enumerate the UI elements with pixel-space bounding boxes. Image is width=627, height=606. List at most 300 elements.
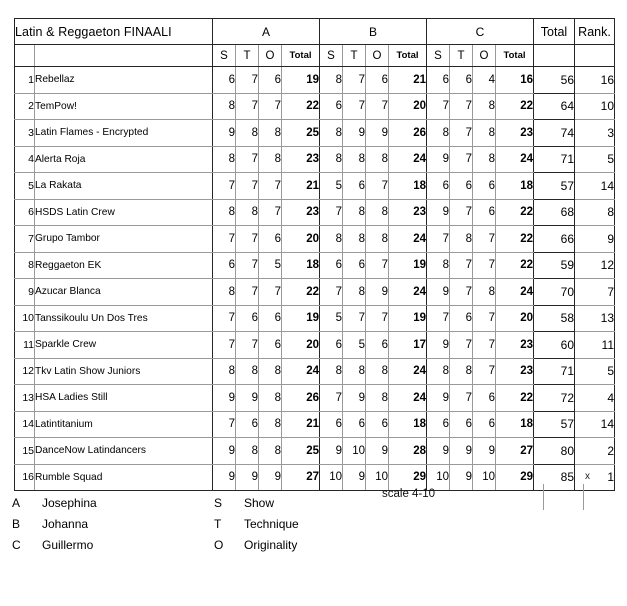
rank-value: 2 bbox=[575, 438, 615, 465]
grand-total: 70 bbox=[534, 279, 575, 306]
judge-a-score: 6 bbox=[213, 67, 236, 94]
judge-a-score: 9 bbox=[259, 464, 282, 491]
judge-c-score: 6 bbox=[427, 411, 450, 438]
judge-b-total: 28 bbox=[389, 438, 427, 465]
judge-c-score: 9 bbox=[450, 438, 473, 465]
team-name: Reggaeton EK bbox=[35, 252, 213, 279]
sub-header-a-t: T bbox=[236, 45, 259, 67]
judge-c-score: 7 bbox=[450, 146, 473, 173]
team-name: Rebellaz bbox=[35, 67, 213, 94]
name-header-blank bbox=[35, 45, 213, 67]
judge-a-score: 8 bbox=[213, 279, 236, 306]
judge-b-score: 8 bbox=[343, 199, 366, 226]
team-name: Rumble Squad bbox=[35, 464, 213, 491]
table-row bbox=[15, 146, 615, 173]
judge-a-score: 6 bbox=[259, 305, 282, 332]
judge-a-score: 6 bbox=[236, 411, 259, 438]
team-name: Azucar Blanca bbox=[35, 279, 213, 306]
judge-b-score: 9 bbox=[366, 438, 389, 465]
judge-a-score: 7 bbox=[236, 252, 259, 279]
grand-total-header: Total bbox=[534, 19, 575, 45]
judge-a-score: 8 bbox=[259, 358, 282, 385]
judge-b-score: 6 bbox=[343, 173, 366, 200]
rank-value: 3 bbox=[575, 120, 615, 147]
judge-c-score: 7 bbox=[450, 332, 473, 359]
judge-a-score: 7 bbox=[236, 146, 259, 173]
sub-header-c-s: S bbox=[427, 45, 450, 67]
grand-total: 72 bbox=[534, 385, 575, 412]
table-row bbox=[15, 199, 615, 226]
rank-header: Rank. bbox=[575, 19, 615, 45]
judge-a-score: 9 bbox=[236, 464, 259, 491]
judge-b-total: 26 bbox=[389, 120, 427, 147]
judge-b-total: 24 bbox=[389, 279, 427, 306]
judge-b-score: 7 bbox=[343, 93, 366, 120]
judge-a-score: 8 bbox=[259, 385, 282, 412]
grand-total: 57 bbox=[534, 411, 575, 438]
row-index: 6 bbox=[15, 199, 35, 226]
judge-c-score: 7 bbox=[427, 93, 450, 120]
sub-header-c-total: Total bbox=[496, 45, 534, 67]
scale-note: scale 4-10 bbox=[382, 488, 436, 500]
row-index: 13 bbox=[15, 385, 35, 412]
judge-a-total: 20 bbox=[282, 332, 320, 359]
judge-c-score: 8 bbox=[473, 120, 496, 147]
judge-b-total: 24 bbox=[389, 358, 427, 385]
judge-a-score: 8 bbox=[213, 146, 236, 173]
legend-criterion-name: Technique bbox=[244, 517, 299, 531]
table-row bbox=[15, 332, 615, 359]
row-index: 15 bbox=[15, 438, 35, 465]
legend-row bbox=[12, 496, 384, 517]
judge-c-score: 8 bbox=[450, 226, 473, 253]
judge-a-score: 7 bbox=[236, 173, 259, 200]
judge-a-score: 7 bbox=[213, 226, 236, 253]
judge-b-total: 24 bbox=[389, 146, 427, 173]
judge-b-score: 6 bbox=[343, 252, 366, 279]
judge-c-total: 24 bbox=[496, 279, 534, 306]
judge-c-total: 20 bbox=[496, 305, 534, 332]
judge-b-score: 7 bbox=[366, 252, 389, 279]
rank-value: 8 bbox=[575, 199, 615, 226]
rank-value: 7 bbox=[575, 279, 615, 306]
team-name: Tkv Latin Show Juniors bbox=[35, 358, 213, 385]
judge-a-total: 25 bbox=[282, 438, 320, 465]
judge-c-total: 22 bbox=[496, 199, 534, 226]
table-row bbox=[15, 385, 615, 412]
judge-a-score: 7 bbox=[236, 67, 259, 94]
stray-rule-1 bbox=[543, 484, 544, 510]
table-row bbox=[15, 93, 615, 120]
judge-b-score: 6 bbox=[320, 93, 343, 120]
judge-c-score: 7 bbox=[450, 279, 473, 306]
judge-b-score: 8 bbox=[320, 226, 343, 253]
judge-c-score: 7 bbox=[450, 120, 473, 147]
judge-b-score: 9 bbox=[320, 438, 343, 465]
rank-value: 5 bbox=[575, 146, 615, 173]
table-row bbox=[15, 464, 615, 491]
judge-c-total: 23 bbox=[496, 120, 534, 147]
sub-header-a-o: O bbox=[259, 45, 282, 67]
sub-header-b-s: S bbox=[320, 45, 343, 67]
judge-b-score: 8 bbox=[320, 67, 343, 94]
judge-a-score: 7 bbox=[236, 332, 259, 359]
team-name: Alerta Roja bbox=[35, 146, 213, 173]
extra-mark: x bbox=[585, 471, 590, 482]
rank-subblank bbox=[575, 45, 615, 67]
stray-rule-2 bbox=[583, 484, 584, 510]
judge-c-score: 7 bbox=[450, 385, 473, 412]
judge-b-total: 24 bbox=[389, 226, 427, 253]
judge-c-score: 7 bbox=[450, 252, 473, 279]
judge-c-score: 6 bbox=[450, 173, 473, 200]
judge-b-score: 8 bbox=[320, 146, 343, 173]
rank-value: 14 bbox=[575, 411, 615, 438]
judge-c-score: 7 bbox=[450, 93, 473, 120]
judge-c-score: 9 bbox=[473, 438, 496, 465]
judge-b-total: 23 bbox=[389, 199, 427, 226]
grand-total: 58 bbox=[534, 305, 575, 332]
judge-a-total: 24 bbox=[282, 358, 320, 385]
sub-header-a-s: S bbox=[213, 45, 236, 67]
judge-b-score: 6 bbox=[320, 332, 343, 359]
results-table bbox=[14, 18, 615, 491]
legend-spacer bbox=[182, 517, 214, 538]
judge-a-score: 8 bbox=[236, 199, 259, 226]
judge-c-score: 7 bbox=[473, 332, 496, 359]
judge-c-score: 8 bbox=[473, 146, 496, 173]
judge-a-score: 7 bbox=[259, 279, 282, 306]
rank-value: 16 bbox=[575, 67, 615, 94]
legend-criterion-key: O bbox=[214, 538, 224, 552]
judge-a-score: 8 bbox=[213, 199, 236, 226]
legend-criterion-key: S bbox=[214, 496, 223, 510]
legend-judge-name: Josephina bbox=[42, 496, 97, 510]
judge-c-score: 9 bbox=[427, 438, 450, 465]
judge-c-score: 7 bbox=[450, 199, 473, 226]
judge-c-total: 23 bbox=[496, 358, 534, 385]
judge-c-total: 27 bbox=[496, 438, 534, 465]
judge-c-score: 6 bbox=[450, 67, 473, 94]
judge-c-score: 9 bbox=[427, 279, 450, 306]
table-row bbox=[15, 279, 615, 306]
judge-b-total: 20 bbox=[389, 93, 427, 120]
judge-b-total: 17 bbox=[389, 332, 427, 359]
judge-b-score: 7 bbox=[366, 93, 389, 120]
judge-b-total: 21 bbox=[389, 67, 427, 94]
judge-c-score: 9 bbox=[450, 464, 473, 491]
judge-c-total: 22 bbox=[496, 226, 534, 253]
judge-a-total: 25 bbox=[282, 120, 320, 147]
judge-a-score: 8 bbox=[236, 358, 259, 385]
legend-criterion-name: Show bbox=[244, 496, 275, 510]
judge-b-score: 7 bbox=[366, 173, 389, 200]
team-name: Grupo Tambor bbox=[35, 226, 213, 253]
judge-a-score: 6 bbox=[236, 305, 259, 332]
grand-total: 66 bbox=[534, 226, 575, 253]
judge-a-score: 7 bbox=[236, 279, 259, 306]
team-name: La Rakata bbox=[35, 173, 213, 200]
judge-c-score: 6 bbox=[473, 199, 496, 226]
judge-b-score: 9 bbox=[343, 464, 366, 491]
sheet-title: Latin & Reggaeton FINAALI bbox=[15, 19, 213, 45]
judge-b-score: 5 bbox=[320, 305, 343, 332]
table-row bbox=[15, 358, 615, 385]
grand-total: 56 bbox=[534, 67, 575, 94]
judge-c-total: 22 bbox=[496, 93, 534, 120]
row-index: 4 bbox=[15, 146, 35, 173]
judge-c-total: 18 bbox=[496, 173, 534, 200]
judge-a-score: 9 bbox=[213, 464, 236, 491]
judge-c-score: 8 bbox=[427, 252, 450, 279]
judge-c-total: 16 bbox=[496, 67, 534, 94]
judge-a-score: 7 bbox=[213, 332, 236, 359]
judge-c-score: 10 bbox=[473, 464, 496, 491]
team-name: Latin Flames - Encrypted bbox=[35, 120, 213, 147]
judge-c-score: 9 bbox=[427, 385, 450, 412]
legend-spacer bbox=[182, 496, 214, 517]
sub-header-b-total: Total bbox=[389, 45, 427, 67]
judge-a-score: 7 bbox=[236, 93, 259, 120]
judge-b-total: 29 bbox=[389, 464, 427, 491]
judge-b-score: 9 bbox=[366, 279, 389, 306]
sub-header-a-total: Total bbox=[282, 45, 320, 67]
legend-row bbox=[12, 538, 384, 559]
judge-a-score: 7 bbox=[259, 173, 282, 200]
rank-value: 9 bbox=[575, 226, 615, 253]
legend-criterion-key: T bbox=[214, 517, 222, 531]
judge-c-total: 22 bbox=[496, 385, 534, 412]
grand-total: 64 bbox=[534, 93, 575, 120]
row-index: 5 bbox=[15, 173, 35, 200]
judge-b-score: 10 bbox=[320, 464, 343, 491]
judge-a-score: 7 bbox=[213, 173, 236, 200]
rank-value: 14 bbox=[575, 173, 615, 200]
judge-a-score: 8 bbox=[213, 93, 236, 120]
judge-b-total: 24 bbox=[389, 385, 427, 412]
judge-c-total: 29 bbox=[496, 464, 534, 491]
judge-b-score: 10 bbox=[366, 464, 389, 491]
table-header-groups bbox=[15, 19, 615, 45]
judge-c-score: 7 bbox=[473, 358, 496, 385]
judge-b-score: 8 bbox=[320, 358, 343, 385]
group-header-b: B bbox=[320, 19, 427, 45]
judge-b-score: 8 bbox=[366, 146, 389, 173]
judge-b-score: 7 bbox=[320, 279, 343, 306]
judge-c-score: 7 bbox=[473, 252, 496, 279]
judge-a-score: 5 bbox=[259, 252, 282, 279]
judge-c-score: 8 bbox=[427, 358, 450, 385]
judge-b-score: 8 bbox=[366, 199, 389, 226]
judge-c-total: 23 bbox=[496, 332, 534, 359]
judge-b-score: 8 bbox=[366, 385, 389, 412]
row-index: 14 bbox=[15, 411, 35, 438]
grand-total: 71 bbox=[534, 358, 575, 385]
rank-value: 13 bbox=[575, 305, 615, 332]
row-index: 10 bbox=[15, 305, 35, 332]
judge-c-score: 7 bbox=[473, 226, 496, 253]
table-header-criteria bbox=[15, 45, 615, 67]
legend-criterion-name: Originality bbox=[244, 538, 298, 552]
rank-value: 1 bbox=[575, 464, 615, 491]
grand-total: 57 bbox=[534, 173, 575, 200]
judge-b-score: 6 bbox=[366, 67, 389, 94]
judge-b-score: 6 bbox=[343, 411, 366, 438]
judge-b-score: 8 bbox=[320, 120, 343, 147]
judge-a-score: 8 bbox=[259, 146, 282, 173]
judge-c-total: 18 bbox=[496, 411, 534, 438]
team-name: Sparkle Crew bbox=[35, 332, 213, 359]
judge-b-score: 8 bbox=[343, 279, 366, 306]
judge-b-score: 7 bbox=[343, 305, 366, 332]
rank-value: 12 bbox=[575, 252, 615, 279]
judge-b-score: 9 bbox=[366, 120, 389, 147]
row-index: 12 bbox=[15, 358, 35, 385]
judge-c-total: 24 bbox=[496, 146, 534, 173]
legend-spacer bbox=[182, 538, 214, 559]
judge-c-score: 7 bbox=[473, 305, 496, 332]
table-row bbox=[15, 438, 615, 465]
judge-c-score: 6 bbox=[427, 67, 450, 94]
judge-b-total: 18 bbox=[389, 173, 427, 200]
judge-a-score: 9 bbox=[213, 438, 236, 465]
row-index: 7 bbox=[15, 226, 35, 253]
judge-a-score: 8 bbox=[236, 438, 259, 465]
table-row bbox=[15, 226, 615, 253]
judge-a-score: 7 bbox=[259, 93, 282, 120]
judge-c-score: 6 bbox=[473, 173, 496, 200]
team-name: HSDS Latin Crew bbox=[35, 199, 213, 226]
row-index: 16 bbox=[15, 464, 35, 491]
grand-total: 68 bbox=[534, 199, 575, 226]
judge-b-score: 5 bbox=[343, 332, 366, 359]
judge-c-score: 7 bbox=[427, 226, 450, 253]
grand-total: 60 bbox=[534, 332, 575, 359]
rank-value: 4 bbox=[575, 385, 615, 412]
judge-c-score: 8 bbox=[427, 120, 450, 147]
legend-judge-name: Guillermo bbox=[42, 538, 94, 552]
judge-a-total: 22 bbox=[282, 279, 320, 306]
sub-header-c-t: T bbox=[450, 45, 473, 67]
judge-c-score: 9 bbox=[427, 146, 450, 173]
judge-b-score: 7 bbox=[343, 67, 366, 94]
index-header-blank bbox=[15, 45, 35, 67]
judge-b-total: 19 bbox=[389, 305, 427, 332]
grand-total: 74 bbox=[534, 120, 575, 147]
row-index: 8 bbox=[15, 252, 35, 279]
table-row bbox=[15, 252, 615, 279]
table-row bbox=[15, 305, 615, 332]
team-name: Latintitanium bbox=[35, 411, 213, 438]
judge-b-score: 8 bbox=[343, 146, 366, 173]
judge-c-score: 6 bbox=[427, 173, 450, 200]
judge-b-score: 6 bbox=[320, 252, 343, 279]
legend bbox=[12, 496, 384, 559]
judge-a-score: 7 bbox=[259, 199, 282, 226]
team-name: DanceNow Latindancers bbox=[35, 438, 213, 465]
judge-b-score: 8 bbox=[343, 358, 366, 385]
judge-a-score: 9 bbox=[213, 385, 236, 412]
judge-b-total: 19 bbox=[389, 252, 427, 279]
judge-b-score: 6 bbox=[320, 411, 343, 438]
judge-a-total: 23 bbox=[282, 199, 320, 226]
judge-c-score: 9 bbox=[427, 199, 450, 226]
rank-value: 10 bbox=[575, 93, 615, 120]
judge-b-score: 6 bbox=[366, 332, 389, 359]
row-index: 3 bbox=[15, 120, 35, 147]
grand-total-subblank bbox=[534, 45, 575, 67]
judge-a-score: 7 bbox=[213, 411, 236, 438]
rank-value: 5 bbox=[575, 358, 615, 385]
judge-b-score: 7 bbox=[320, 385, 343, 412]
sub-header-b-t: T bbox=[343, 45, 366, 67]
group-header-c: C bbox=[427, 19, 534, 45]
judge-a-total: 20 bbox=[282, 226, 320, 253]
judge-b-score: 8 bbox=[366, 226, 389, 253]
table-row bbox=[15, 120, 615, 147]
judge-a-score: 9 bbox=[236, 385, 259, 412]
judge-a-total: 26 bbox=[282, 385, 320, 412]
judge-a-total: 21 bbox=[282, 411, 320, 438]
table-row bbox=[15, 67, 615, 94]
judge-c-score: 8 bbox=[473, 279, 496, 306]
judge-a-total: 19 bbox=[282, 67, 320, 94]
grand-total: 85 bbox=[534, 464, 575, 491]
judge-c-score: 8 bbox=[450, 358, 473, 385]
judge-c-score: 6 bbox=[450, 411, 473, 438]
judge-c-total: 22 bbox=[496, 252, 534, 279]
judge-b-score: 7 bbox=[366, 305, 389, 332]
judge-a-score: 6 bbox=[259, 226, 282, 253]
judge-c-score: 7 bbox=[427, 305, 450, 332]
table-row bbox=[15, 411, 615, 438]
judge-b-score: 5 bbox=[320, 173, 343, 200]
grand-total: 80 bbox=[534, 438, 575, 465]
judge-c-score: 6 bbox=[473, 385, 496, 412]
table-row bbox=[15, 173, 615, 200]
judge-a-score: 7 bbox=[236, 226, 259, 253]
judge-a-total: 27 bbox=[282, 464, 320, 491]
team-name: HSA Ladies Still bbox=[35, 385, 213, 412]
judge-a-score: 8 bbox=[259, 438, 282, 465]
judge-b-score: 9 bbox=[343, 120, 366, 147]
row-index: 1 bbox=[15, 67, 35, 94]
sub-header-c-o: O bbox=[473, 45, 496, 67]
sub-header-b-o: O bbox=[366, 45, 389, 67]
judge-c-score: 8 bbox=[473, 93, 496, 120]
judge-a-score: 6 bbox=[259, 332, 282, 359]
judge-a-score: 8 bbox=[259, 120, 282, 147]
judge-a-score: 8 bbox=[213, 358, 236, 385]
judge-a-total: 19 bbox=[282, 305, 320, 332]
judge-a-score: 6 bbox=[213, 252, 236, 279]
judge-a-total: 21 bbox=[282, 173, 320, 200]
judge-a-score: 9 bbox=[213, 120, 236, 147]
judge-c-score: 4 bbox=[473, 67, 496, 94]
judge-a-score: 8 bbox=[259, 411, 282, 438]
judge-a-total: 18 bbox=[282, 252, 320, 279]
judge-a-score: 7 bbox=[213, 305, 236, 332]
row-index: 2 bbox=[15, 93, 35, 120]
judge-b-score: 8 bbox=[366, 358, 389, 385]
legend-judge-key: B bbox=[12, 517, 21, 531]
table-body bbox=[15, 67, 615, 491]
judge-a-total: 22 bbox=[282, 93, 320, 120]
legend-judge-key: A bbox=[12, 496, 21, 510]
row-index: 11 bbox=[15, 332, 35, 359]
judge-c-score: 9 bbox=[427, 332, 450, 359]
judge-c-score: 6 bbox=[450, 305, 473, 332]
